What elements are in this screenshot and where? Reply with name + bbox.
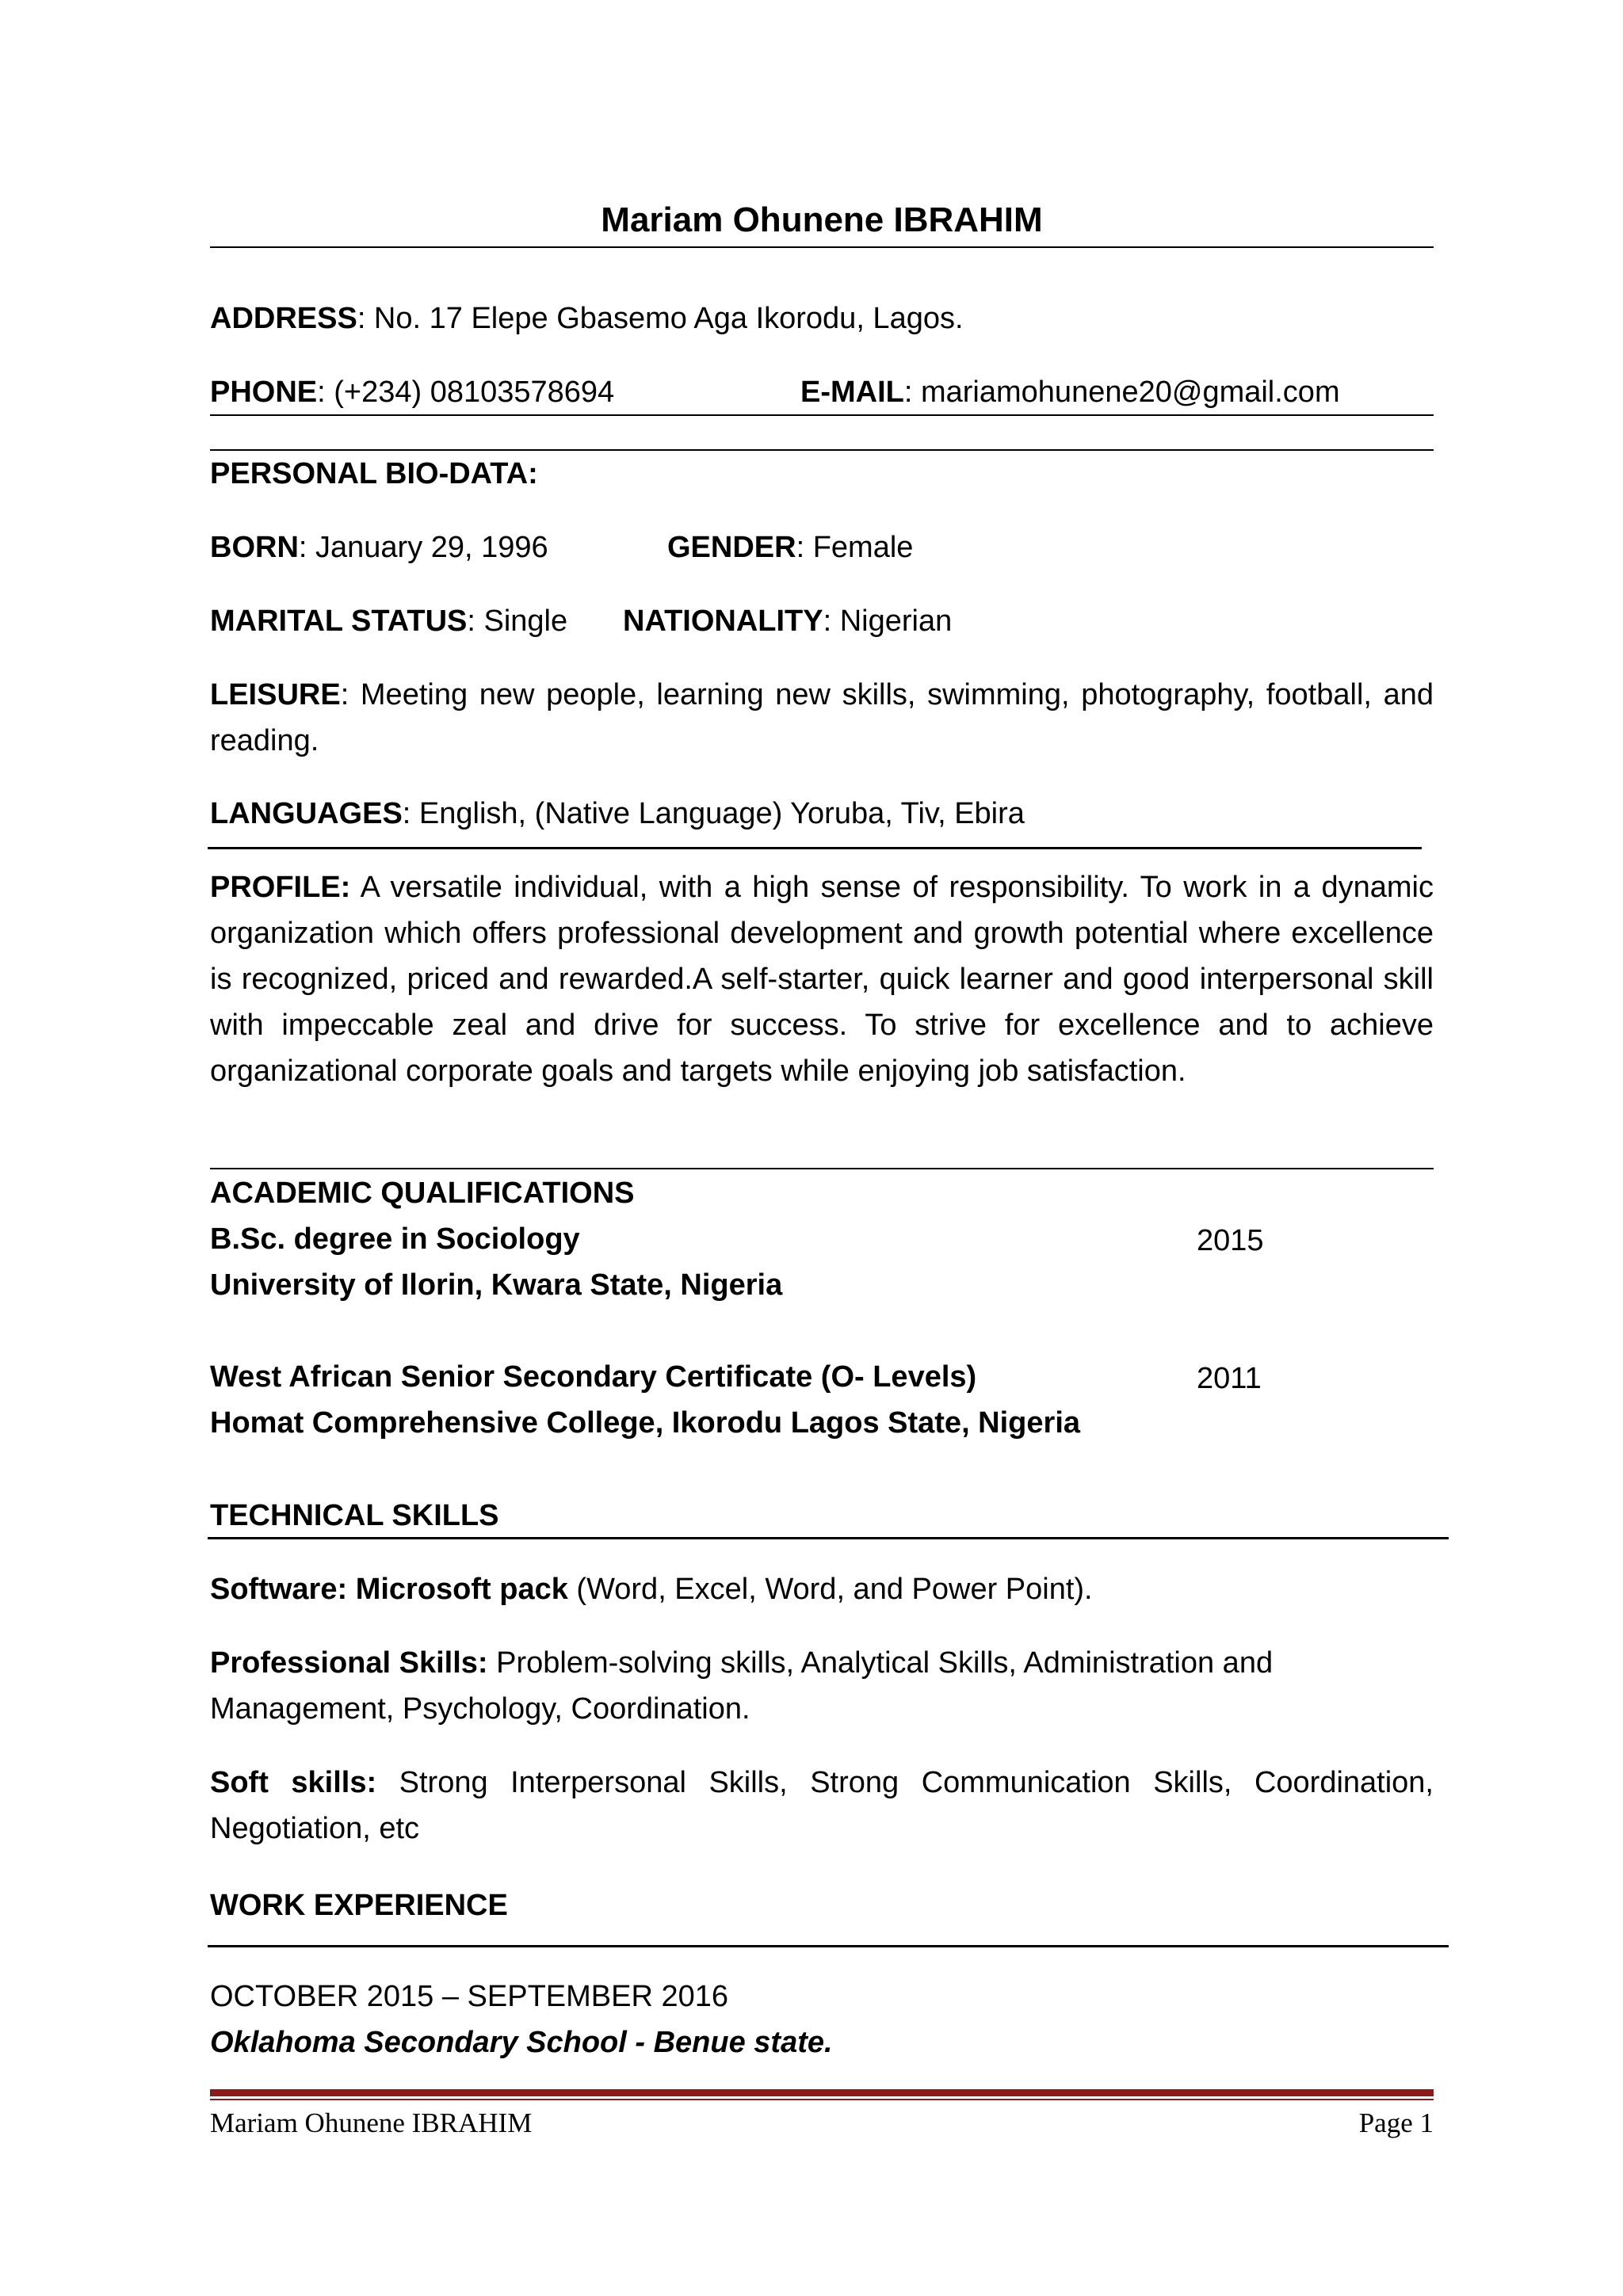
leisure-label: LEISURE bbox=[210, 678, 341, 711]
phone-line bbox=[210, 369, 614, 415]
marital-label: MARITAL STATUS bbox=[210, 605, 468, 638]
born-label: BORN bbox=[210, 531, 299, 564]
academic-degree: West African Senior Secondary Certificate (O- Levels) bbox=[210, 1360, 977, 1394]
academic-year: 2015 bbox=[1197, 1224, 1264, 1257]
software-line bbox=[210, 1566, 1093, 1612]
email-line bbox=[800, 369, 1340, 415]
leisure-paragraph bbox=[210, 672, 1434, 764]
languages-value: : English, (Native Language) Yoruba, Tiv, Ebira bbox=[402, 797, 1025, 830]
leisure-value: : Meeting new people, learning new skills, swimming, photography, football, and reading. bbox=[210, 678, 1434, 757]
email-value: : mariamohunene20@gmail.com bbox=[903, 376, 1340, 409]
marital-line bbox=[210, 598, 567, 644]
academic-heading: ACADEMIC QUALIFICATIONS bbox=[210, 1177, 635, 1210]
title-divider bbox=[210, 246, 1434, 248]
profile-label: PROFILE: bbox=[210, 871, 351, 904]
address-line bbox=[210, 296, 964, 341]
academic-year: 2011 bbox=[1197, 1362, 1262, 1395]
profile-paragraph bbox=[210, 864, 1434, 1094]
soft-value: Strong Interpersonal Skills, Strong Communication Skills, Coordination, Negotiation, etc bbox=[210, 1766, 1434, 1845]
nationality-value: : Nigerian bbox=[823, 605, 953, 638]
phone-value: : (+234) 08103578694 bbox=[317, 376, 615, 409]
phone-label: PHONE bbox=[210, 376, 318, 409]
academic-institution: University of Ilorin, Kwara State, Nigeria bbox=[210, 1268, 783, 1302]
work-heading: WORK EXPERIENCE bbox=[210, 1889, 508, 1922]
languages-divider bbox=[208, 847, 1422, 849]
technical-divider bbox=[208, 1537, 1449, 1539]
technical-heading: TECHNICAL SKILLS bbox=[210, 1499, 499, 1532]
soft-label: Soft skills: bbox=[210, 1766, 377, 1799]
gender-label: GENDER bbox=[667, 531, 796, 564]
software-value: (Word, Excel, Word, and Power Point). bbox=[567, 1573, 1093, 1606]
born-line bbox=[210, 524, 548, 570]
footer-page-number: Page 1 bbox=[1358, 2107, 1434, 2138]
footer-name: Mariam Ohunene IBRAHIM bbox=[210, 2107, 533, 2138]
soft-skills-paragraph bbox=[210, 1760, 1434, 1852]
born-value: : January 29, 1996 bbox=[298, 531, 548, 564]
profile-text: A versatile individual, with a high sense of responsibility. To work in a dynamic organization which offers professional development and growth potential where excellence is recognized, priced and rewarded.A self-starter, quick learner and good interpersonal skill with impeccable zeal and drive for success. To strive for excellence and to achieve organizational corporate goals and targets while enjoying job satisfaction. bbox=[210, 871, 1434, 1088]
marital-value: : Single bbox=[467, 605, 568, 638]
work-period: OCTOBER 2015 – SEPTEMBER 2016 bbox=[210, 1980, 729, 2013]
address-label: ADDRESS bbox=[210, 302, 357, 335]
professional-value: Problem-solving skills, Analytical Skills, Administration and Management, Psychology, Coordination. bbox=[210, 1646, 1274, 1726]
languages-line bbox=[210, 791, 1025, 837]
footer-rule-thick bbox=[210, 2089, 1434, 2096]
nationality-line bbox=[623, 598, 952, 644]
professional-label: Professional Skills: bbox=[210, 1646, 488, 1680]
professional-skills-paragraph bbox=[210, 1640, 1288, 1732]
academic-institution: Homat Comprehensive College, Ikorodu Lagos State, Nigeria bbox=[210, 1406, 1081, 1440]
gender-line bbox=[667, 524, 913, 570]
footer-rule-thin bbox=[210, 2099, 1434, 2100]
work-divider bbox=[208, 1945, 1449, 1947]
languages-label: LANGUAGES bbox=[210, 797, 403, 830]
contact-divider-1 bbox=[210, 414, 1434, 416]
biodata-heading: PERSONAL BIO-DATA: bbox=[210, 457, 538, 490]
address-value: : No. 17 Elepe Gbasemo Aga Ikorodu, Lagos. bbox=[357, 302, 964, 335]
email-label: E-MAIL bbox=[800, 376, 904, 409]
nationality-label: NATIONALITY bbox=[623, 605, 823, 638]
academic-degree: B.Sc. degree in Sociology bbox=[210, 1222, 580, 1256]
page-title: Mariam Ohunene IBRAHIM bbox=[601, 200, 1043, 239]
work-employer: Oklahoma Secondary School - Benue state. bbox=[210, 2026, 833, 2059]
profile-divider bbox=[210, 1168, 1434, 1169]
gender-value: : Female bbox=[796, 531, 914, 564]
software-label: Software: Microsoft pack bbox=[210, 1573, 568, 1606]
